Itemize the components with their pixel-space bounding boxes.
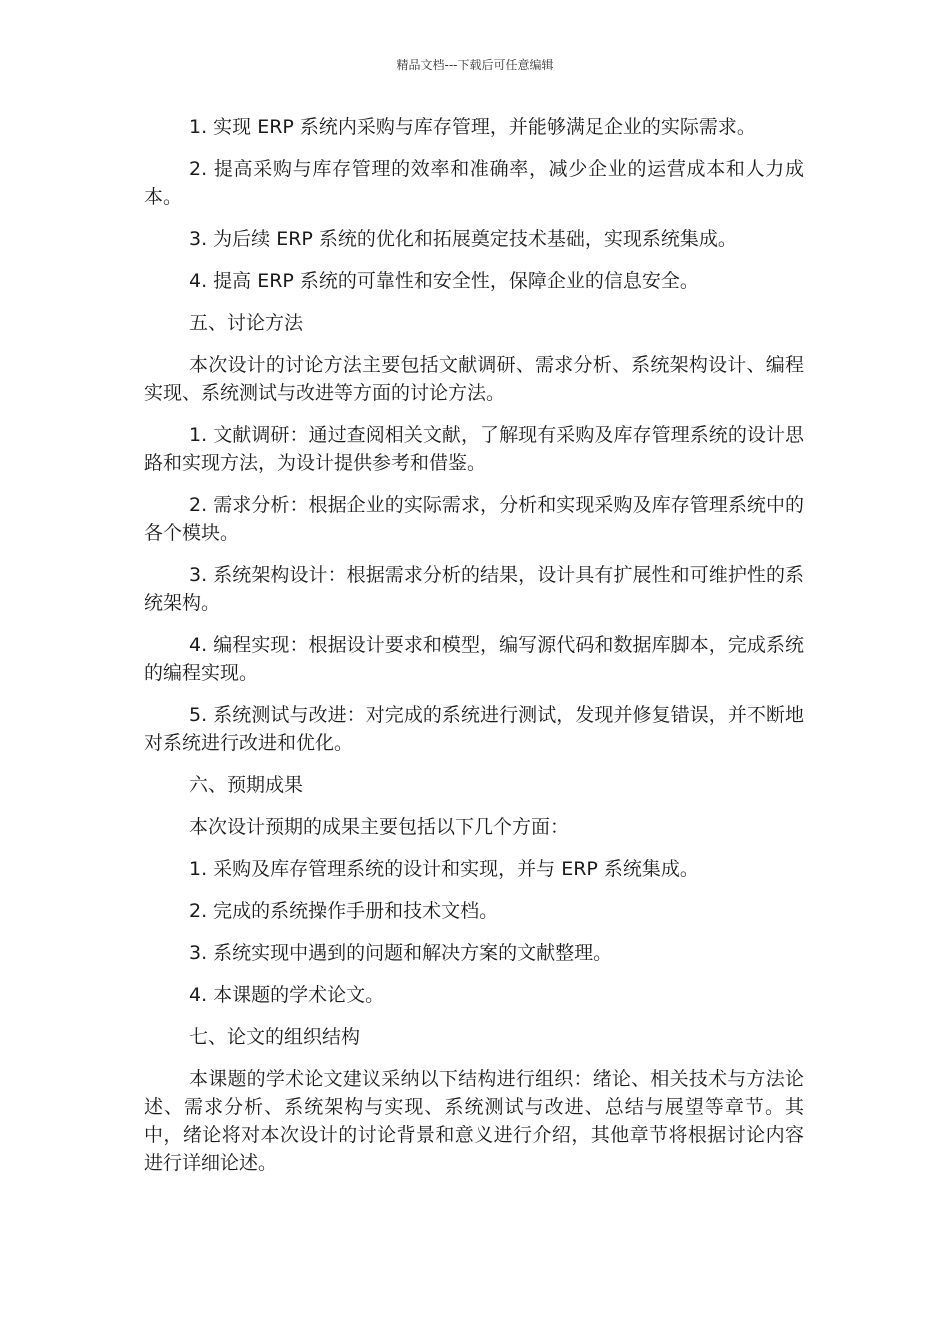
method-item-4: 4. 编程实现：根据设计要求和模型，编写源代码和数据库脚本，完成系统的编程实现。 (144, 634, 804, 684)
outcome-item-4: 4. 本课题的学术论文。 (189, 984, 385, 1006)
outcome-item-1: 1. 采购及库存管理系统的设计和实现，并与 ERP 系统集成。 (189, 858, 699, 880)
method-item-5: 5. 系统测试与改进：对完成的系统进行测试，发现并修复错误，并不断地对系统进行改进和优化。 (144, 704, 804, 754)
method-item-1: 1. 文献调研：通过查阅相关文献，了解现有采购及库存管理系统的设计思路和实现方法，为设计提供参考和借鉴。 (144, 424, 804, 474)
methods-intro: 本次设计的讨论方法主要包括文献调研、需求分析、系统架构设计、编程实现、系统测试与改进等方面的讨论方法。 (144, 354, 804, 404)
page-header: 精品文档---下载后可任意编辑 (396, 58, 554, 72)
section-heading-methods: 五、讨论方法 (189, 312, 304, 334)
method-item-3: 3. 系统架构设计：根据需求分析的结果，设计具有扩展性和可维护性的系统架构。 (144, 564, 804, 614)
goal-item-1: 1. 实现 ERP 系统内采购与库存管理，并能够满足企业的实际需求。 (189, 116, 756, 138)
document-body (144, 113, 804, 1191)
outcome-item-2: 2. 完成的系统操作手册和技术文档。 (189, 900, 499, 922)
goal-item-3: 3. 为后续 ERP 系统的优化和拓展奠定技术基础，实现系统集成。 (189, 228, 737, 250)
goal-item-4: 4. 提高 ERP 系统的可靠性和安全性，保障企业的信息安全。 (189, 270, 699, 292)
goal-item-2: 2. 提高采购与库存管理的效率和准确率，减少企业的运营成本和人力成本。 (144, 158, 804, 208)
outcome-item-3: 3. 系统实现中遇到的问题和解决方案的文献整理。 (189, 942, 613, 964)
structure-paragraph: 本课题的学术论文建议采纳以下结构进行组织：绪论、相关技术与方法论述、需求分析、系统架构与实现、系统测试与改进、总结与展望等章节。其中，绪论将对本次设计的讨论背景和意义进行介绍，其他章节将根据讨论内容进行详细论述。 (144, 1068, 804, 1174)
section-heading-structure: 七、论文的组织结构 (189, 1026, 361, 1048)
outcomes-intro: 本次设计预期的成果主要包括以下几个方面： (189, 816, 570, 838)
section-heading-outcomes: 六、预期成果 (189, 774, 304, 796)
method-item-2: 2. 需求分析：根据企业的实际需求，分析和实现采购及库存管理系统中的各个模块。 (144, 494, 804, 544)
